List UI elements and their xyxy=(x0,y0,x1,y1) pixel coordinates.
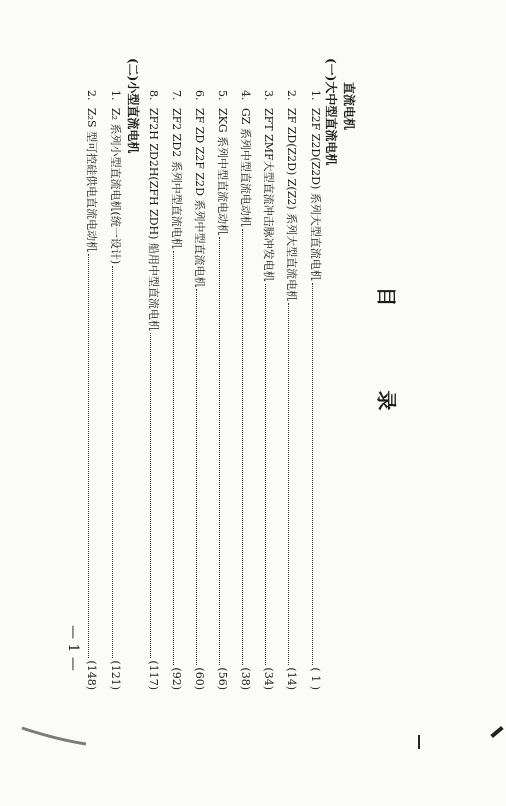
toc-row[interactable]: 4. GZ 系列中型直流电动机 (38) xyxy=(239,90,252,690)
toc-row[interactable]: 3. ZFT ZMF大型直流冲击脉冲发电机 (34) xyxy=(262,90,275,690)
toc-row[interactable]: 1. Z₂ 系列小型直流电机(统一设计) (121) xyxy=(109,90,122,690)
toc-row[interactable]: 5. ZKG 系列中型直流电动机 (56) xyxy=(216,90,229,690)
toc-row[interactable]: 7. ZF2 ZD2 系列中型直流电机 (92) xyxy=(170,90,183,690)
page-number: — 1 — xyxy=(64,625,81,671)
scan-mark xyxy=(418,735,420,749)
toc-row[interactable]: 6. ZF ZD Z2F Z2D 系列中型直流电机 (60) xyxy=(193,90,206,690)
section-title: 直流电机 xyxy=(342,82,356,131)
toc-row[interactable]: 2. Z₂S 型可控硅供电直流电动机 (148) xyxy=(85,90,98,690)
title-char-1: 目 xyxy=(374,286,399,307)
group-heading-1: (一)大中型直流电机 xyxy=(324,58,338,166)
toc-row[interactable]: 8. ZF2H ZD2H(ZFH ZDH) 船用中型直流电机 (117) xyxy=(147,90,160,690)
toc-row[interactable]: 1. Z2F Z2D(Z2D) 系列大型直流电机 ( 1 ) xyxy=(309,90,322,690)
title-char-2: 录 xyxy=(374,390,399,411)
toc-row[interactable]: 2. ZF ZD(Z2D) Z(Z2) 系列大型直流电机 (14) xyxy=(285,90,298,690)
group-heading-2: (二)小型直流电机 xyxy=(126,58,140,154)
scan-smudge xyxy=(20,720,90,750)
scan-mark xyxy=(490,726,503,738)
